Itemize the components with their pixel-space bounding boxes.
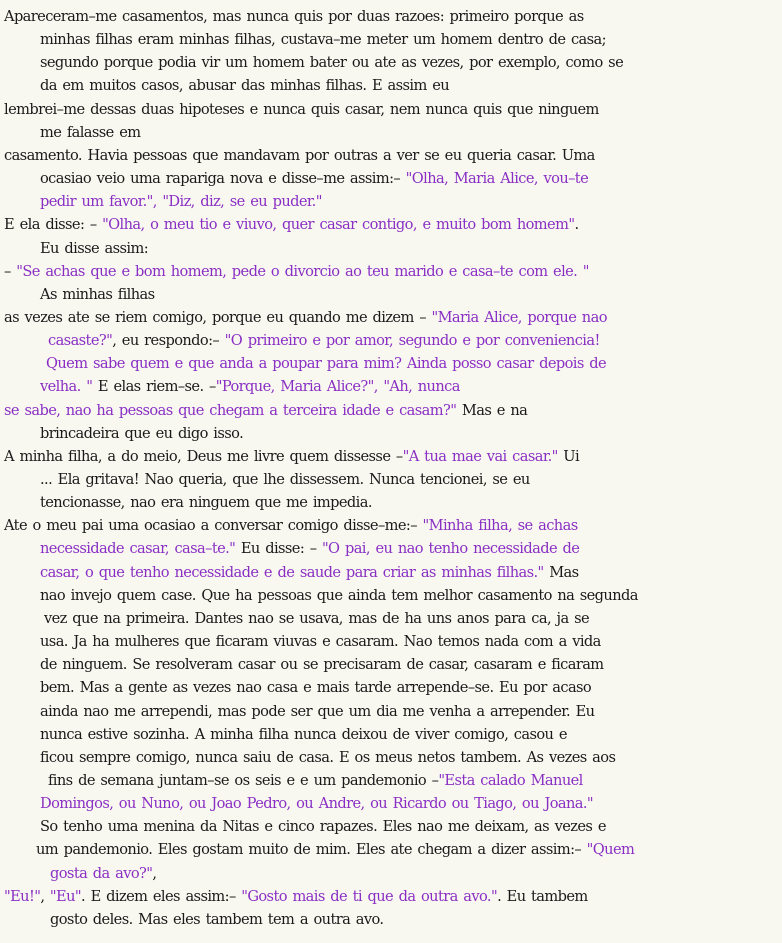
text-line: [0, 307, 782, 329]
text-line: [0, 376, 782, 398]
text-line: [0, 770, 782, 792]
narration-text: ainda nao me arrependi, mas pode ser que um dia me venha a arrepender. Eu: [40, 702, 595, 720]
narration-text: nao invejo quem case. Que ha pessoas que ainda tem melhor casamento na segunda: [40, 586, 638, 604]
text-line: [0, 261, 782, 283]
text-line: [0, 29, 782, 51]
text-line: [0, 608, 782, 630]
text-line: [0, 284, 782, 306]
text-line: [0, 353, 782, 375]
quoted-speech: "Esta calado Manuel: [438, 771, 583, 789]
text-line: [0, 492, 782, 514]
narration-text: A minha filha, a do meio, Deus me livre quem dissesse –: [4, 447, 403, 465]
narration-text: Apareceram–me casamentos, mas nunca quis por duas razoes: primeiro porque as: [4, 8, 584, 25]
narration-text: . E dizem eles assim:–: [81, 887, 242, 905]
narration-text: minhas filhas eram minhas filhas, custava–me meter um homem dentro de casa;: [40, 31, 606, 49]
text-line: [0, 515, 782, 537]
narration-text: nunca estive sozinha. A minha filha nunca deixou de viver comigo, casou e: [40, 725, 567, 743]
narration-text: gosto deles. Mas eles tambem tem a outra avo.: [50, 910, 384, 928]
text-line: [0, 214, 782, 236]
text-line: [0, 724, 782, 746]
narration-text: Mas e na: [456, 401, 528, 419]
text-line: [0, 793, 782, 815]
text-line: [0, 562, 782, 584]
quoted-speech: "Minha filha, se achas: [422, 517, 578, 535]
text-line: [0, 585, 782, 607]
narration-text: vez que na primeira. Dantes nao se usava, mas de ha uns anos para ca, ja se: [44, 609, 590, 627]
quoted-speech: "Olha, o meu tio e viuvo, quer casar contigo, e muito bom homem": [102, 216, 575, 234]
quoted-speech: casaste?": [48, 332, 113, 350]
quoted-speech: "Quem: [586, 841, 635, 859]
narration-text: ,: [40, 887, 50, 905]
text-line: [0, 816, 782, 838]
text-line: [0, 122, 782, 144]
text-line: [0, 52, 782, 74]
text-line: [0, 654, 782, 676]
narration-text: .: [574, 216, 579, 234]
quoted-speech: "A tua mae vai casar.": [402, 447, 558, 465]
narration-text: fins de semana juntam–se os seis e e um pandemonio –: [48, 771, 439, 789]
quoted-speech: "O pai, eu nao tenho necessidade de: [321, 540, 580, 558]
text-line: [0, 6, 782, 28]
text-line: [0, 839, 782, 861]
quoted-speech: "Eu": [49, 887, 81, 905]
text-line: [0, 886, 782, 908]
quoted-speech: pedir um favor.", "Diz, diz, se eu puder.": [40, 193, 322, 211]
text-line: [0, 99, 782, 121]
quoted-speech: casar, o que tenho necessidade e de saude para criar as minhas filhas.": [40, 563, 544, 581]
narration-text: usa. Ja ha mulheres que ficaram viuvas e casaram. Nao temos nada com a vida: [40, 633, 601, 651]
quoted-speech: "O primeiro e por amor, segundo e por conveniencia!: [224, 332, 600, 350]
narration-text: E elas riem–se. –: [92, 378, 216, 396]
narration-text: Eu disse: –: [235, 540, 322, 558]
text-line: [0, 677, 782, 699]
quoted-speech: gosta da avo?": [50, 864, 153, 882]
quoted-speech: "Maria Alice, porque nao: [431, 308, 607, 326]
quoted-speech: "Eu!": [4, 887, 41, 905]
text-line: [0, 238, 782, 260]
quoted-speech: Quem sabe quem e que anda a poupar para mim? Ainda posso casar depois de: [46, 355, 607, 373]
narration-text: me falasse em: [40, 123, 141, 141]
quoted-speech: Domingos, ou Nuno, ou Joao Pedro, ou Andre, ou Ricardo ou Tiago, ou Joana.": [40, 795, 594, 813]
narration-text: ... Ela gritava! Nao queria, que lhe dissessem. Nunca tencionei, se eu: [40, 471, 530, 488]
narration-text: um pandemonio. Eles gostam muito de mim. Eles ate chegam a dizer assim:–: [36, 841, 587, 859]
text-line: [0, 909, 782, 931]
text-line: [0, 538, 782, 560]
quoted-speech: velha. ": [40, 378, 93, 396]
narration-text: Eu disse assim:: [40, 239, 149, 257]
narration-text: So tenho uma menina da Nitas e cinco rapazes. Eles nao me deixam, as vezes e: [40, 818, 606, 836]
narration-text: as vezes ate se riem comigo, porque eu quando me dizem –: [4, 308, 432, 326]
text-line: [0, 145, 782, 167]
text-line: [0, 191, 782, 213]
narration-text: –: [4, 262, 17, 280]
narration-text: Ui: [557, 447, 580, 465]
text-line: [0, 863, 782, 885]
quoted-speech: "Porque, Maria Alice?", "Ah, nunca: [215, 378, 460, 396]
quoted-speech: "Olha, Maria Alice, vou–te: [405, 170, 589, 188]
narration-text: ficou sempre comigo, nunca saiu de casa. E os meus netos tambem. As vezes aos: [40, 748, 616, 766]
narration-text: brincadeira que eu digo isso.: [40, 424, 244, 442]
text-line: [0, 423, 782, 445]
quoted-speech: se sabe, nao ha pessoas que chegam a terceira idade e casam?": [4, 401, 457, 419]
text-line: [0, 75, 782, 97]
narration-text: bem. Mas a gente as vezes nao casa e mais tarde arrepende–se. Eu por acaso: [40, 679, 592, 697]
text-line: [0, 400, 782, 422]
narration-text: segundo porque podia vir um homem bater ou ate as vezes, por exemplo, como se: [40, 54, 624, 72]
text-line: [0, 747, 782, 769]
narration-text: casamento. Havia pessoas que mandavam por outras a ver se eu queria casar. Uma: [4, 146, 595, 164]
narration-text: lembrei–me dessas duas hipoteses e nunca quis casar, nem nunca quis que ninguem: [4, 100, 599, 118]
text-line: [0, 446, 782, 468]
quoted-speech: "Se achas que e bom homem, pede o divorcio ao teu marido e casa–te com ele. ": [16, 262, 589, 280]
narration-text: ,: [152, 864, 157, 882]
narration-text: tencionasse, nao era ninguem que me impedia.: [40, 494, 372, 512]
narration-text: , eu respondo:–: [112, 332, 225, 350]
narration-text: As minhas filhas: [40, 285, 155, 303]
narration-text: . Eu tambem: [497, 887, 588, 905]
quoted-speech: necessidade casar, casa–te.": [40, 540, 236, 558]
text-line: [0, 701, 782, 723]
narration-text: Mas: [543, 563, 579, 581]
narration-text: E ela disse: –: [4, 216, 103, 234]
text-line: [0, 631, 782, 653]
text-line: [0, 469, 782, 491]
text-line: [0, 330, 782, 352]
quoted-speech: "Gosto mais de ti que da outra avo.": [241, 887, 498, 905]
text-line: [0, 168, 782, 190]
narration-text: ocasiao veio uma rapariga nova e disse–me assim:–: [40, 170, 406, 188]
narration-text: de ninguem. Se resolveram casar ou se precisaram de casar, casaram e ficaram: [40, 656, 604, 674]
narration-text: Ate o meu pai uma ocasiao a conversar comigo disse–me:–: [4, 517, 423, 535]
narration-text: da em muitos casos, abusar das minhas filhas. E assim eu: [40, 77, 450, 95]
